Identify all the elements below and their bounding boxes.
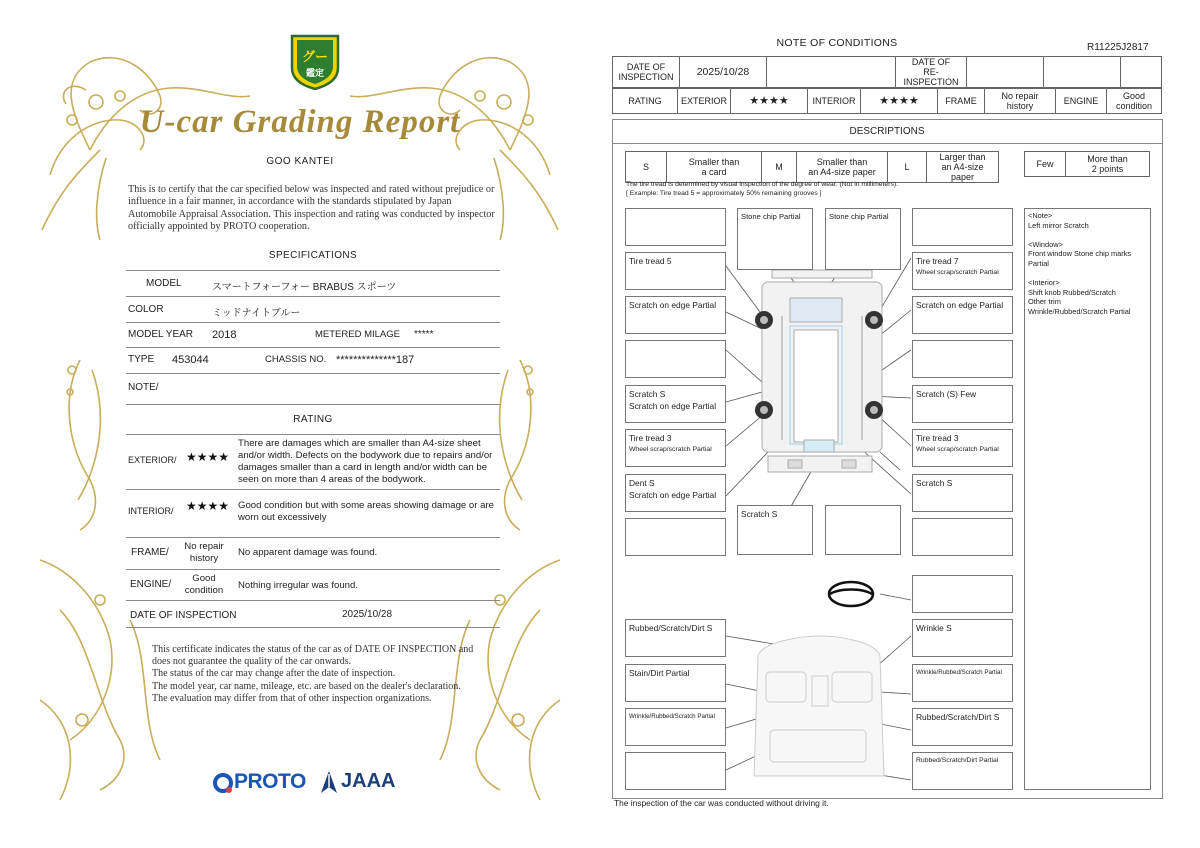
frame-description: No apparent damage was found. [238,547,378,558]
tire-tread-note: The tire tread is determined by visual inspection of the degree of wear. (Not in millimeters). [ Example: Tire tread 5 = approximately 50% remaining grooves ] [626,181,898,197]
rubbed-box-1: Rubbed/Scratch/Dirt S [625,619,726,657]
engine-description: Nothing irregular was found. [238,580,358,591]
report-subtitle: GOO KANTEI [266,156,334,167]
model-year-label: MODEL YEAR [128,329,194,340]
reinspection-cell: DATE OF RE-INSPECTION [896,57,967,88]
date-of-inspection-value: 2025/10/28 [680,57,767,88]
interior-stars: ★★★★ [186,499,230,513]
scratch-edge-box-2: Scratch on edge Partial [912,296,1013,334]
tire-tread-5-box: Tire tread 5 [625,252,726,290]
frame-value: No repair history [184,541,224,564]
rating-heading: RATING [293,414,333,425]
notes-panel: <Note> Left mirror Scratch <Window> Front window Stone chip marks Partial <Interior> Shift knob Rubbed/Scratch Other trim Wrinkle/Rubbed/Scratch Partial [1024,208,1151,790]
interior-description: Good condition but with some areas showing damage or are worn out excessively [238,500,494,523]
dent-s-box: Dent S Scratch on edge Partial [625,474,726,512]
engine-label: ENGINE [1056,89,1107,114]
empty-box [625,208,726,246]
stone-chip-box-2: Stone chip Partial [825,208,901,270]
stain-dirt-box: Stain/Dirt Partial [625,664,726,702]
certificate-footer: This certificate indicates the status of the car as of DATE OF INSPECTION and does not guarantee the quality of the car onwards. The status of the car may change after the date of inspection. The model year, car name, mileage, etc. are based on the dealer's declaration. The evaluation may differ from that of other inspection organizations. [152,644,474,704]
frame-label: FRAME [938,89,985,114]
model-value: スマートフォーフォー BRABUS スポーツ [212,282,397,293]
metered-mileage-label: METERED MILAGE [315,329,400,340]
interior-label: INTERIOR [808,89,861,114]
exterior-stars: ★★★★ [186,450,230,464]
exterior-stars: ★★★★ [731,89,808,114]
inspection-date-table [612,56,1162,88]
chassis-value: **************187 [336,354,415,366]
chassis-label: CHASSIS NO. [265,354,327,365]
tire-tread-3-box-b: Tire tread 3 Wheel scrap/scratch Partial [912,429,1013,467]
scratch-s-box-3: Scratch S [912,474,1013,512]
empty-box [912,575,1013,613]
rubbed-box-2: Rubbed/Scratch/Dirt S [912,708,1013,746]
specifications-heading: SPECIFICATIONS [268,250,358,261]
scratch-s-few-box: Scratch (S) Few [912,385,1013,423]
exterior-label: EXTERIOR/ [128,455,177,465]
empty-box [912,208,1013,246]
empty-box [625,340,726,378]
empty-box [825,505,901,555]
empty-box [625,752,726,790]
model-label: MODEL [146,278,182,289]
frame-value: No repair history [985,89,1056,114]
metered-mileage-value: ***** [414,329,434,340]
empty-box [912,518,1013,556]
date-of-inspection-cell: DATE OF INSPECTION [613,57,680,88]
engine-value: Good condition [1107,89,1162,114]
type-value: 453044 [172,354,209,366]
exterior-label: EXTERIOR [678,89,731,114]
conditions-footer: The inspection of the car was conducted without driving it. [614,798,829,808]
note-of-conditions-title: NOTE OF CONDITIONS [776,37,898,49]
note-label: NOTE/ [128,382,159,393]
svg-text:グー: グー [301,50,329,65]
wrinkle-rubbed-box-1: Wrinkle/Rubbed/Scratch Partial [912,664,1013,702]
tire-tread-7-box: Tire tread 7 Wheel scrap/scratch Partial [912,252,1013,290]
wrinkle-rubbed-box-2: Wrinkle/Rubbed/Scratch Partial [625,708,726,746]
interior-stars: ★★★★ [861,89,938,114]
empty-box [912,340,1013,378]
stone-chip-box-1: Stone chip Partial [737,208,813,270]
rating-table [612,88,1162,114]
scratch-s-box-2: Scratch S [737,505,813,555]
date-of-inspection-label: DATE OF INSPECTION [130,610,237,621]
type-label: TYPE [128,354,155,365]
size-legend-table: S Smaller than a card M Smaller than an A4-size paper L Larger than an A4-size paper [625,151,999,183]
frame-label: FRAME/ [131,547,169,558]
report-title: U-car Grading Report [139,104,461,140]
jaaa-logo-icon [320,770,338,794]
rubbed-box-3: Rubbed/Scratch/Dirt Partial [912,752,1013,790]
model-year-value: 2018 [212,329,237,341]
wrinkle-s-box: Wrinkle S [912,619,1013,657]
svg-text:鑑定: 鑑定 [305,69,325,79]
exterior-description: There are damages which are smaller than A4-size sheet and/or width. Defects on the bodywork due to repairs and/or damages smaller than a card in length and/or width can be seen on more than 4 areas of the bodywork. [238,438,493,485]
engine-label: ENGINE/ [130,579,172,590]
proto-logo-text: PROTO [234,770,306,793]
report-code: R11225J2817 [1087,42,1149,53]
color-label: COLOR [128,304,164,315]
rating-label: RATING [613,89,678,114]
few-legend-table: Few More than 2 points [1024,151,1150,177]
proto-logo-icon [212,772,234,794]
color-value: ミッドナイトブルー [212,308,301,319]
goo-kantei-badge-icon [288,34,342,90]
descriptions-heading: DESCRIPTIONS [849,126,925,137]
scratch-edge-box-1: Scratch on edge Partial [625,296,726,334]
engine-value: Good condition [184,573,224,596]
scratch-s-box-1: Scratch S Scratch on edge Partial [625,385,726,423]
empty-box [625,518,726,556]
tire-tread-3-box-a: Tire tread 3 Wheel scrap/scratch Partial [625,429,726,467]
date-of-inspection-value: 2025/10/28 [342,609,393,620]
interior-label: INTERIOR/ [128,506,174,516]
certificate-intro: This is to certify that the car specified below was inspected and rated without prejudice or influence in a fair manner, in accordance with the standards stipulated by Japan Automobile Appraisal Association. This inspection and rating was conducted by inspector officially appointed by PROTO cooperation. [128,184,495,233]
jaaa-logo-text: JAAA [341,770,396,792]
